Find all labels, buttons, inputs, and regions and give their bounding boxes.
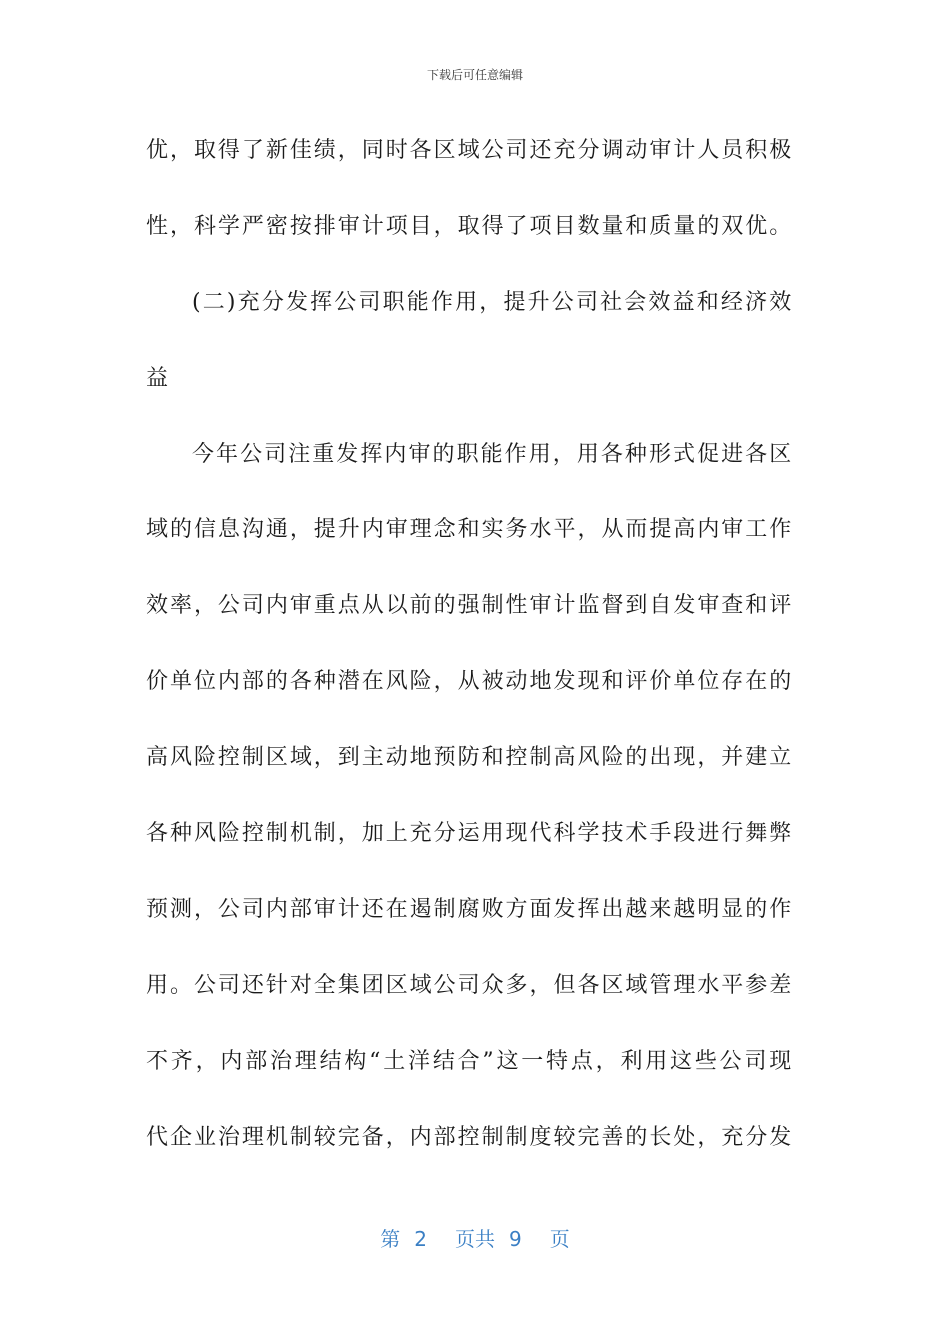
paragraph-line: 代企业治理机制较完备，内部控制制度较完善的长处，充分发 (146, 1124, 792, 1150)
paragraph-line: 不齐，内部治理结构“土洋结合”这一特点，利用这些公司现 (146, 1048, 792, 1074)
footer-middle: 页共 (455, 1227, 495, 1251)
section-heading-line: (二)充分发挥公司职能作用，提升公司社会效益和经济效 (192, 289, 792, 315)
current-page-number: 2 (414, 1227, 427, 1251)
paragraph-line: 预测，公司内部审计还在遏制腐败方面发挥出越来越明显的作 (146, 896, 792, 922)
page-number-footer (0, 1225, 950, 1253)
section-heading-line: 益 (146, 365, 169, 391)
paragraph-line: 今年公司注重发挥内审的职能作用，用各种形式促进各区 (192, 441, 792, 467)
paragraph-line: 域的信息沟通，提升内审理念和实务水平，从而提高内审工作 (146, 517, 792, 543)
paragraph-line: 性，科学严密按排审计项目，取得了项目数量和质量的双优。 (146, 213, 792, 239)
paragraph-line: 高风险控制区域，到主动地预防和控制高风险的出现，并建立 (146, 745, 792, 771)
footer-prefix: 第 (380, 1227, 401, 1251)
paragraph-line: 效率，公司内审重点从以前的强制性审计监督到自发审查和评 (146, 593, 792, 619)
paragraph-line: 价单位内部的各种潜在风险，从被动地发现和评价单位存在的 (146, 669, 792, 695)
total-pages-number: 9 (509, 1227, 522, 1251)
paragraph-line: 用。公司还针对全集团区域公司众多，但各区域管理水平参差 (146, 972, 792, 998)
footer-suffix: 页 (549, 1227, 570, 1251)
paragraph-line: 优，取得了新佳绩，同时各区域公司还充分调动审计人员积极 (146, 138, 792, 163)
paragraph-line: 各种风险控制机制，加上充分运用现代科学技术手段进行舞弊 (146, 821, 792, 847)
document-body (146, 113, 792, 1175)
header-note: 下载后可任意编辑 (426, 68, 523, 82)
